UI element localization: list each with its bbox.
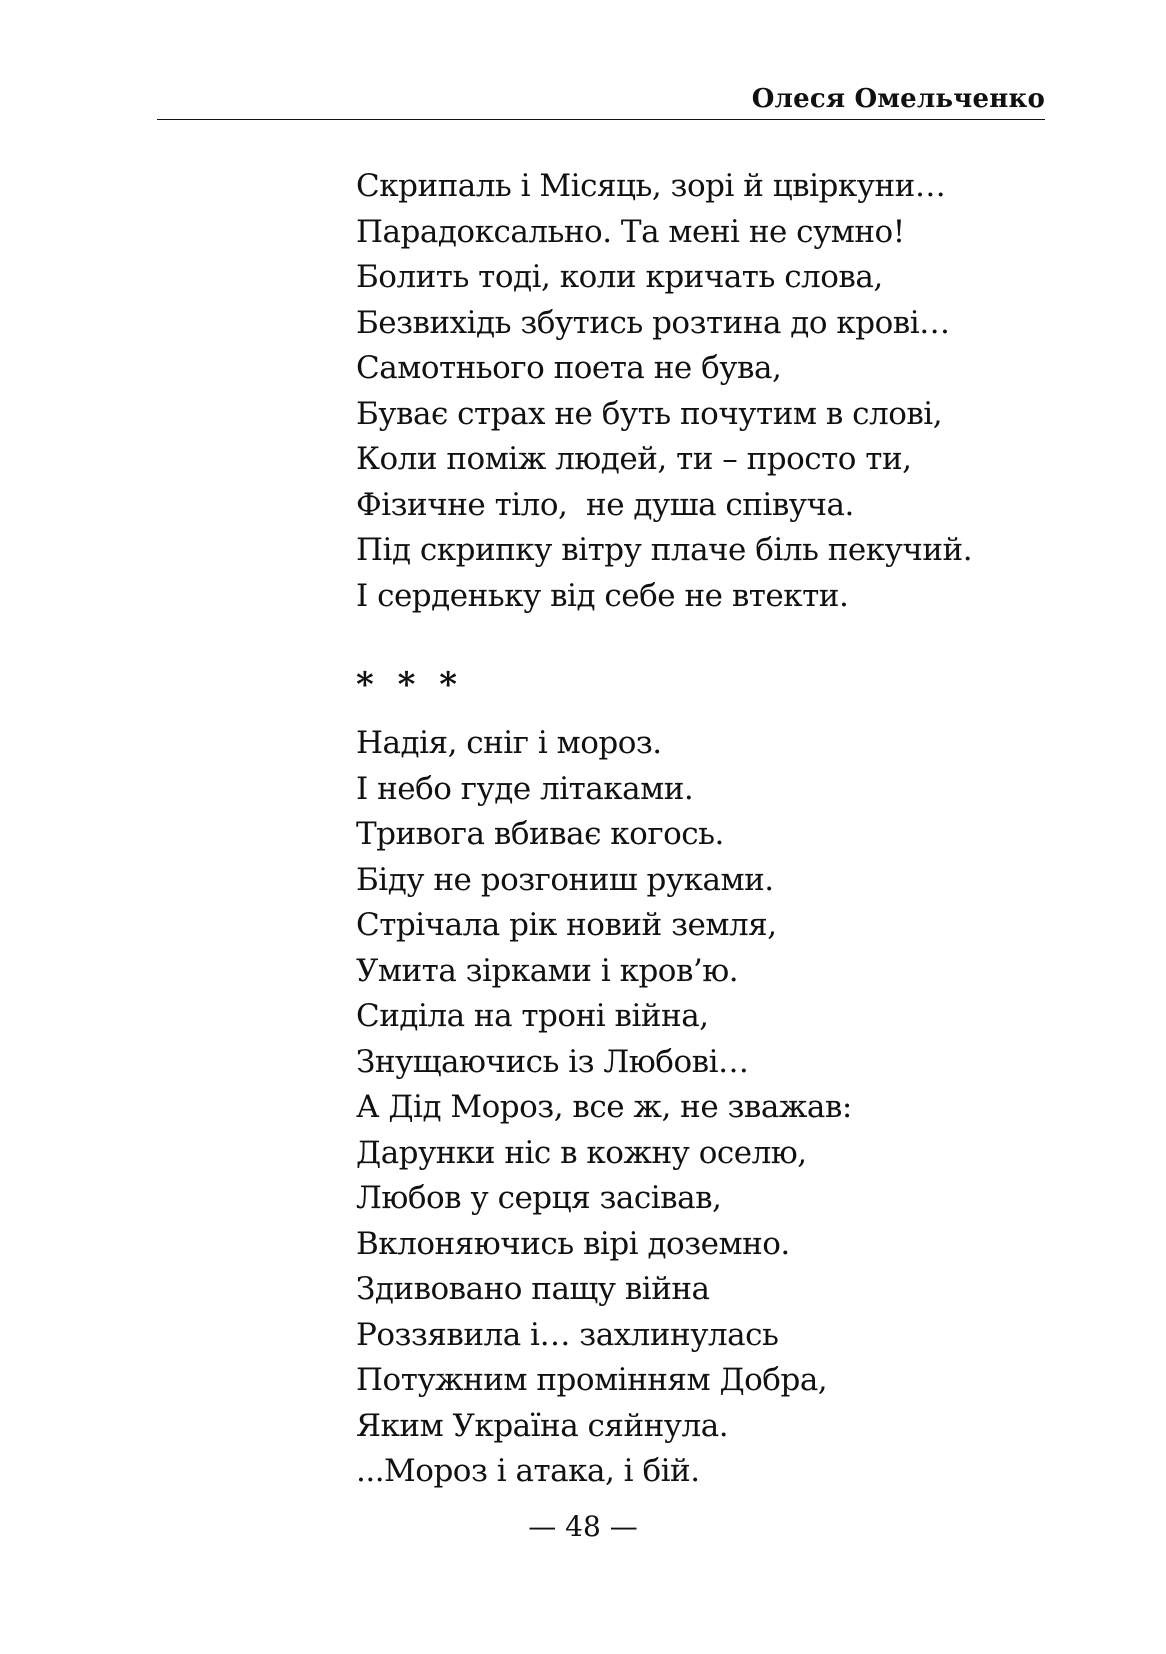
poem-line: І небо гуде літаками. [356,770,694,807]
poem-line: Стрічала рік новий земля, [356,907,777,943]
poem-line: Біду не розгониш руками. [356,861,774,898]
poem-line: ...Мороз і атака, і бій. [356,1453,700,1489]
poem-line: Безвихідь збутись розтина до крові… [356,304,950,341]
poem-line: Потужним промінням Добра, [356,1362,828,1398]
poem-line: Буває страх не буть почутим в слові, [356,395,943,432]
section-separator-stars: * * * [356,665,464,705]
running-header-author: Олеся Омельченко [751,84,1045,114]
poem-line: Самотнього поета не бува, [356,350,782,386]
poem-line: Яким Україна сяйнула. [356,1407,729,1444]
poem-one [356,164,1056,619]
poem-line: Сиділа на троні війна, [356,998,709,1034]
poem-line: І серденьку від себе не втекти. [356,577,849,614]
poem-line: Надія, сніг і мороз. [356,725,662,761]
poem-line: Умита зірками і кров’ю. [356,952,739,989]
page-number: — 48 — [528,1510,638,1543]
poem-line: Фізичне тіло, не душа співуча. [356,486,854,523]
poem-line: Болить тоді, коли кричать слова, [356,259,883,295]
poem-line: Здивовано пащу війна [356,1271,710,1307]
poem-line: Дарунки ніс в кожну оселю, [356,1134,807,1171]
poem-line: Тривога вбиває когось. [356,816,724,852]
poem-line: Вклоняючись вірі доземно. [356,1225,790,1262]
poem-line: Скрипаль і Місяць, зорі й цвіркуни… [356,168,946,204]
header-rule [157,119,1045,120]
poem-line: Любов у серця засівав, [356,1180,722,1216]
poem-line: Під скрипку вітру плаче біль пекучий. [356,532,973,568]
poem-line: Роззявила і… захлинулась [356,1316,779,1353]
poem-line: Парадоксально. Та мені не сумно! [356,213,905,250]
poem-two [356,721,1056,1495]
poem-line: Коли поміж людей, ти – просто ти, [356,441,912,477]
poem-line: А Дід Мороз, все ж, не зважав: [356,1089,852,1125]
poem-line: Знущаючись із Любові… [356,1043,749,1080]
